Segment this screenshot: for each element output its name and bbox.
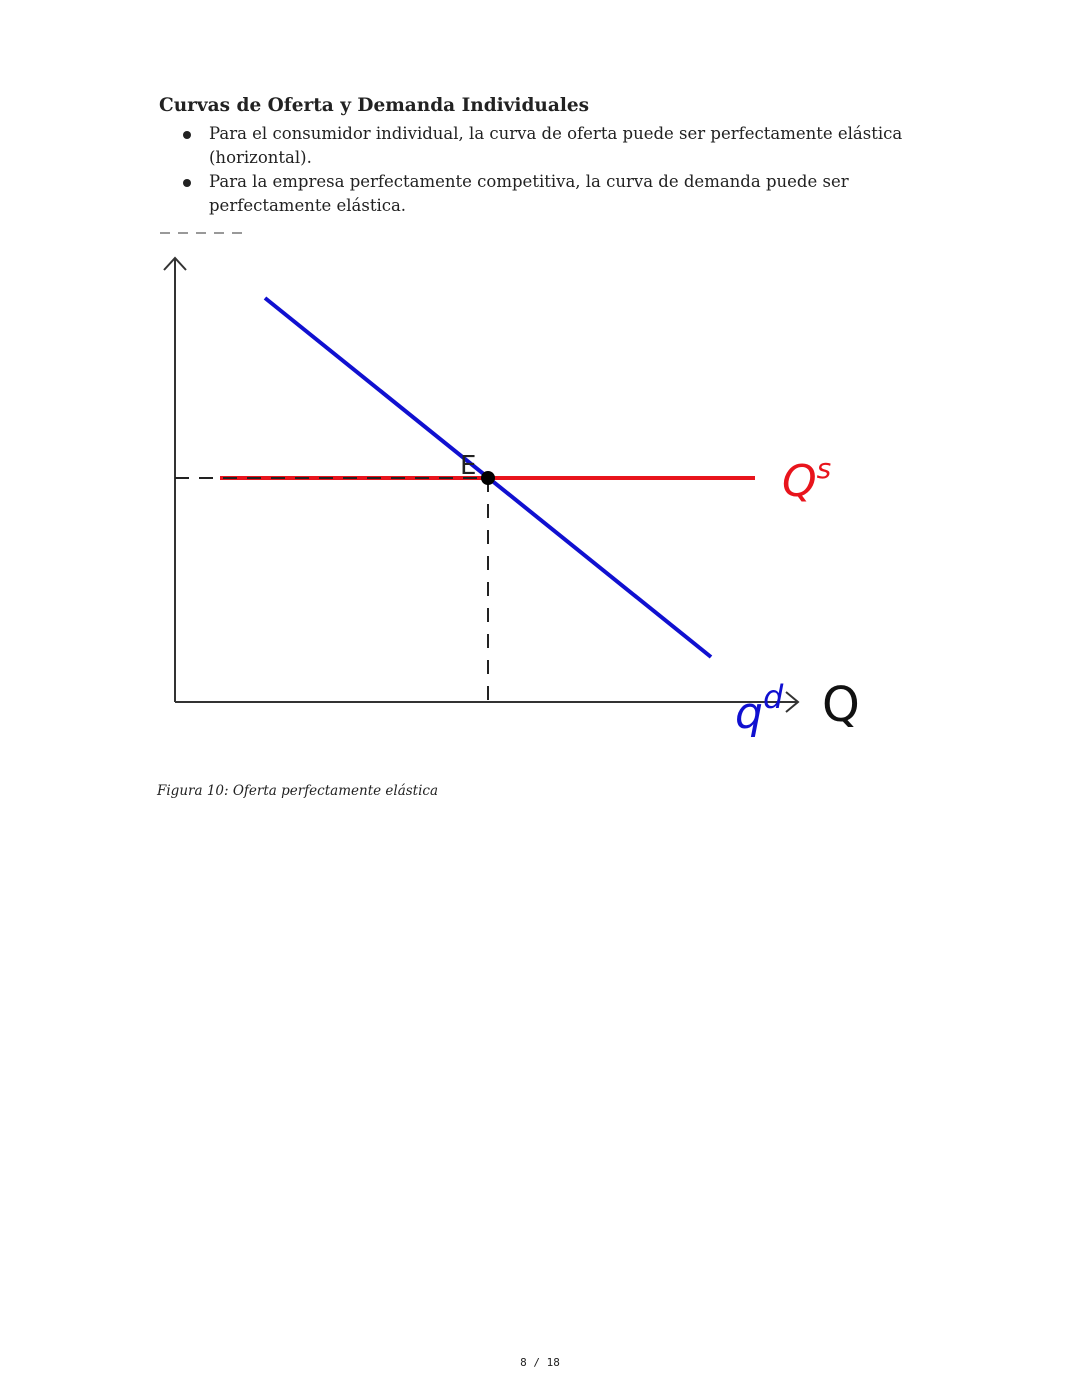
page-number: 8 / 18 <box>520 1356 560 1369</box>
bullet-text: Para la empresa perfectamente competitiva, la curva de demanda puede ser perfectamente elástica. <box>209 172 849 215</box>
equilibrium-label: E <box>460 451 477 481</box>
demand-label: $q^d$ <box>735 678 784 739</box>
x-axis-label: Q <box>822 677 860 733</box>
equilibrium-point <box>481 471 495 485</box>
bullet-text: Para el consumidor individual, la curva de oferta puede ser perfectamente elástica (horizontal). <box>209 124 903 167</box>
section-heading: Curvas de Oferta y Demanda Individuales <box>159 95 590 116</box>
supply-label: $Q^s$ <box>782 452 832 507</box>
figure-caption: Figura 10: Oferta perfectamente elástica <box>157 783 439 799</box>
